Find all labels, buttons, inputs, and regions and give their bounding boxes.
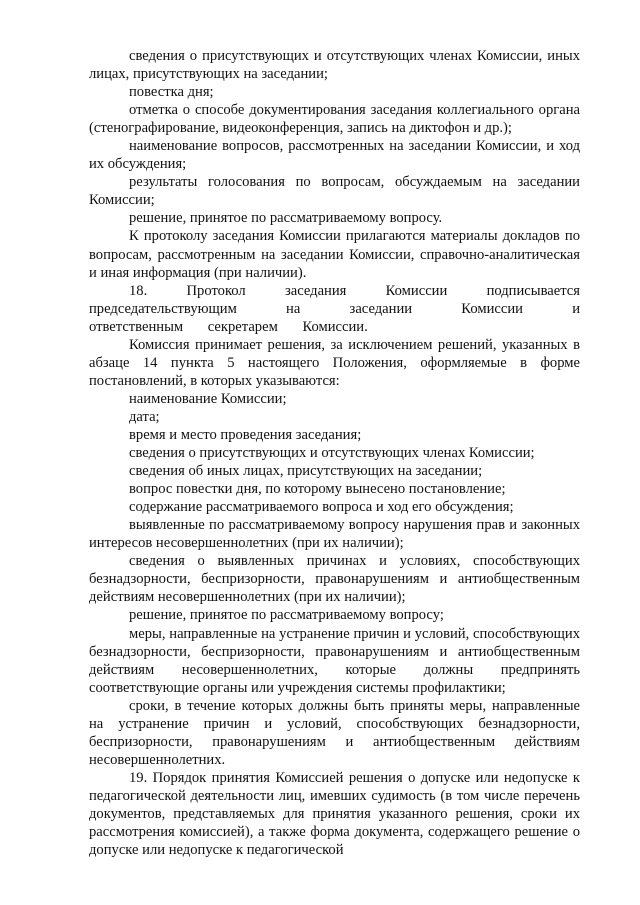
- paragraph-questions-discussed: наименование вопросов, рассмотренных на заседании Комиссии, и ход их обсуждения;: [89, 138, 580, 173]
- paragraph-date: дата;: [129, 408, 160, 425]
- paragraph-measures: меры, направленные на устранение причин и условий, способствующих безнадзорности, беспризорности, правонарушениям и антиобщественным действиям несовершеннолетних, которые должны предпринять соответствующие органы или учреждения системы профилактики;: [89, 625, 580, 696]
- paragraph-documentation-method: отметка о способе документирования заседания коллегиального органа (стенографирование, видеоконференция, запись на диктофон и др.);: [89, 102, 580, 137]
- document-page: [89, 47, 580, 859]
- paragraph-protocol-attachments: К протоколу заседания Комиссии прилагаются материалы докладов по вопросам, рассмотренным на заседании Комиссии, справочно-аналитическая и иная информация (при наличии).: [89, 228, 580, 281]
- paragraph-question-content: содержание рассматриваемого вопроса и ход его обсуждения;: [129, 499, 514, 516]
- paragraph-commission-name: наименование Комиссии;: [129, 390, 287, 407]
- paragraph-other-persons: сведения об иных лицах, присутствующих на заседании;: [129, 463, 483, 480]
- paragraph-members-present: сведения о присутствующих и отсутствующих членах Комиссии;: [129, 445, 535, 462]
- paragraph-voting-results: результаты голосования по вопросам, обсуждаемым на заседании Комиссии;: [89, 174, 580, 209]
- paragraph-item-19: 19. Порядок принятия Комиссией решения о допуске или недопуске к педагогической деятельности лиц, имевших судимость (в том числе перечень документов, представляемых для принятия указанного решения, сроки их рассмотрения комиссией), а также форма документа, содержащего решение о допуске или недопуске к педагогической: [89, 769, 580, 859]
- paragraph-agenda-question: вопрос повестки дня, по которому вынесено постановление;: [129, 481, 506, 498]
- paragraph-violations: выявленные по рассматриваемому вопросу нарушения прав и законных интересов несовершеннолетних (при их наличии);: [89, 517, 580, 552]
- paragraph-agenda: повестка дня;: [129, 84, 214, 101]
- paragraph-decision: решение, принятое по рассматриваемому вопросу.: [129, 210, 443, 227]
- paragraph-causes-conditions: сведения о выявленных причинах и условиях, способствующих безнадзорности, беспризорности, правонарушениям и антиобщественным действиям несовершеннолетних (при их наличии);: [89, 553, 580, 606]
- paragraph-decision-taken: решение, принятое по рассматриваемому вопросу;: [129, 607, 444, 624]
- paragraph-commission-decisions: Комиссия принимает решения, за исключением решений, указанных в абзаце 14 пункта 5 настоящего Положения, оформляемые в форме постановлений, в которых указываются:: [89, 336, 580, 389]
- paragraph-deadlines: сроки, в течение которых должны быть приняты меры, направленные на устранение причин и условий, способствующих безнадзорности, беспризорности, правонарушениям и антиобщественным действиям несовершеннолетних.: [89, 697, 580, 768]
- paragraph-attendance-info: сведения о присутствующих и отсутствующих членах Комиссии, иных лицах, присутствующих на заседании;: [89, 48, 580, 83]
- paragraph-time-place: время и место проведения заседания;: [129, 426, 362, 443]
- paragraph-item-18: 18. Протокол заседания Комиссии подписывается председательствующим на заседании Комиссии и ответственным секретарем Комиссии.: [89, 282, 580, 335]
